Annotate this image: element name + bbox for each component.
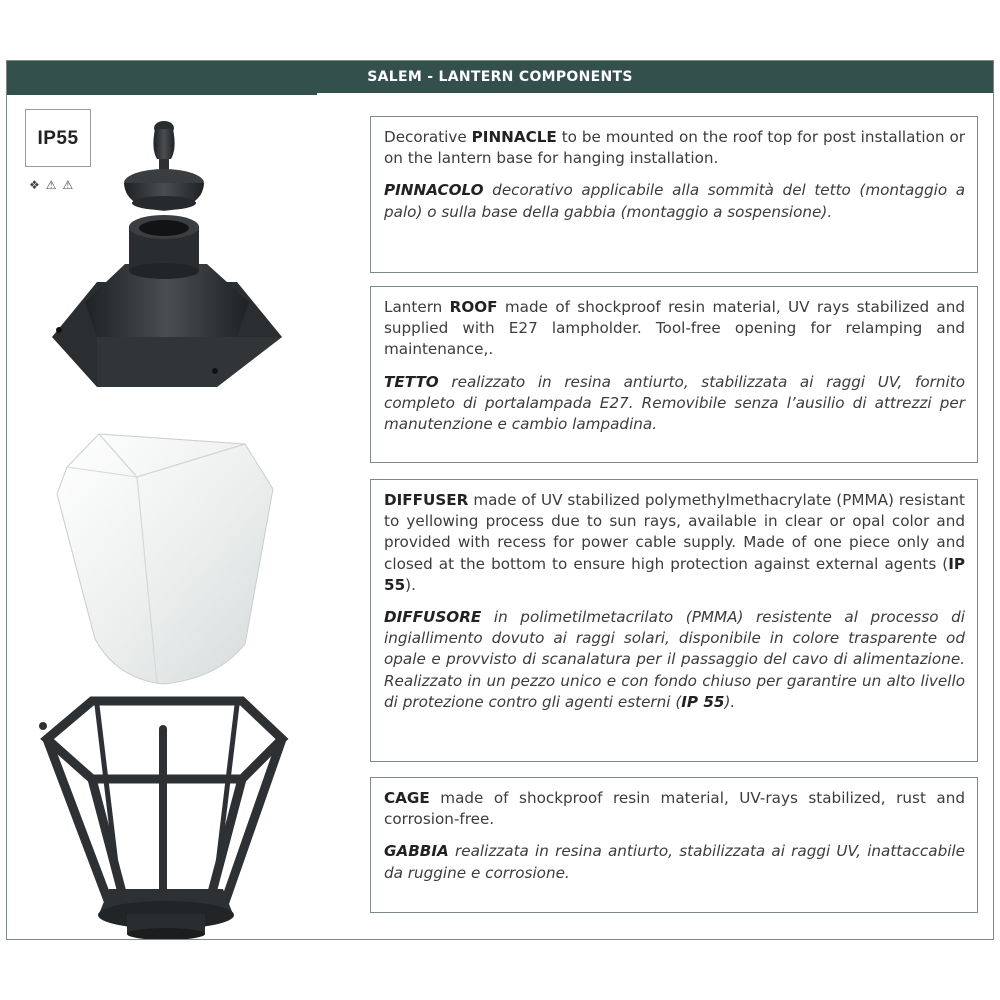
- roof-it-keyword: TETTO: [384, 372, 439, 391]
- cage-it-text: realizzata in resina antiurto, stabilizzata ai raggi UV, inattaccabile da ruggine e corrosione.: [384, 842, 965, 882]
- pinnacle-it-keyword: PINNACOLO: [384, 181, 484, 200]
- roof-description: [370, 286, 978, 463]
- lantern-exploded-illustration: [37, 99, 337, 939]
- roof-en-keyword: ROOF: [449, 298, 498, 316]
- cage-en: [384, 788, 965, 830]
- roof-part: [52, 215, 282, 387]
- roof-it-text: realizzato in resina antiurto, stabilizzata ai raggi UV, fornito completo di portalampada E27. Removibile senza l’ausilio di attrezzi per manutenzione e cambio lampadina.: [384, 372, 965, 434]
- pinnacle-en: [384, 127, 965, 169]
- diffuser-it-keyword: DIFFUSORE: [384, 608, 482, 627]
- pinnacle-part: [124, 121, 204, 211]
- warning-triangle-icon: ⚠: [45, 178, 57, 192]
- pinnacle-en-keyword: PINNACLE: [471, 128, 557, 146]
- header-underline: [7, 93, 317, 95]
- flame-triangle-icon: ⚠: [62, 178, 74, 192]
- roof-en-lead: Lantern: [384, 298, 450, 316]
- cage-base: [98, 889, 234, 939]
- pinnacle-it-text: decorativo applicabile alla sommità del tetto (montaggio a palo) o sulla base della gabbia (montaggio a sospensione).: [384, 181, 965, 221]
- diffuser-en-ip: IP 55: [384, 554, 965, 594]
- star-burst-icon: ❖: [29, 178, 40, 192]
- diffuser-it-ip: IP 55: [681, 692, 725, 711]
- diffuser-en-close: ).: [405, 575, 416, 594]
- cage-en-keyword: CAGE: [384, 789, 430, 807]
- ip-rating-text: IP55: [37, 128, 79, 149]
- diffuser-en: [384, 490, 965, 596]
- diffuser-it-close: ).: [724, 692, 736, 711]
- diffuser-part: [57, 434, 273, 684]
- diffuser-it: [384, 607, 965, 713]
- cage-it-keyword: GABBIA: [384, 842, 449, 861]
- cage-part: [47, 701, 282, 919]
- pinnacle-description: [370, 116, 978, 273]
- cage-description: [370, 777, 978, 913]
- section-header: SALEM - LANTERN COMPONENTS: [7, 61, 993, 93]
- diffuser-en-keyword: DIFFUSER: [384, 491, 469, 509]
- pinnacle-en-lead: Decorative: [384, 128, 472, 146]
- cage-it: [384, 841, 965, 883]
- cage-en-text: made of shockproof resin material, UV-rays stabilized, rust and corrosion-free.: [384, 789, 965, 829]
- diffuser-description: [370, 479, 978, 762]
- product-sheet: [6, 60, 994, 940]
- pinnacle-en-text: to be mounted on the roof top for post installation or on the lantern base for hanging installation.: [384, 128, 965, 168]
- roof-it: [384, 372, 965, 436]
- diffuser-it-text: in polimetilmetacrilato (PMMA) resistente al processo di ingiallimento dovuto ai raggi solari, disponibile in colore trasparente od opale e provvisto di scanalatura per il passaggio del cavo di alimentazione. Realizzato in un pezzo unico e con fondo chiuso per garantire un alto livello di protezione contro gli agenti esterni (: [384, 608, 965, 711]
- roof-en-text: made of shockproof resin material, UV rays stabilized and supplied with E27 lampholder. Tool-free opening for relamping and maintenance,.: [384, 298, 965, 359]
- roof-en: [384, 297, 965, 361]
- diffuser-en-text: made of UV stabilized polymethylmethacrylate (PMMA) resistant to yellowing process due to sun rays, available in clear or opal color and provided with recess for power cable supply. Made of one piece only and closed at the bottom to ensure high protection against external agents (: [384, 491, 965, 573]
- pinnacle-it: [384, 180, 965, 222]
